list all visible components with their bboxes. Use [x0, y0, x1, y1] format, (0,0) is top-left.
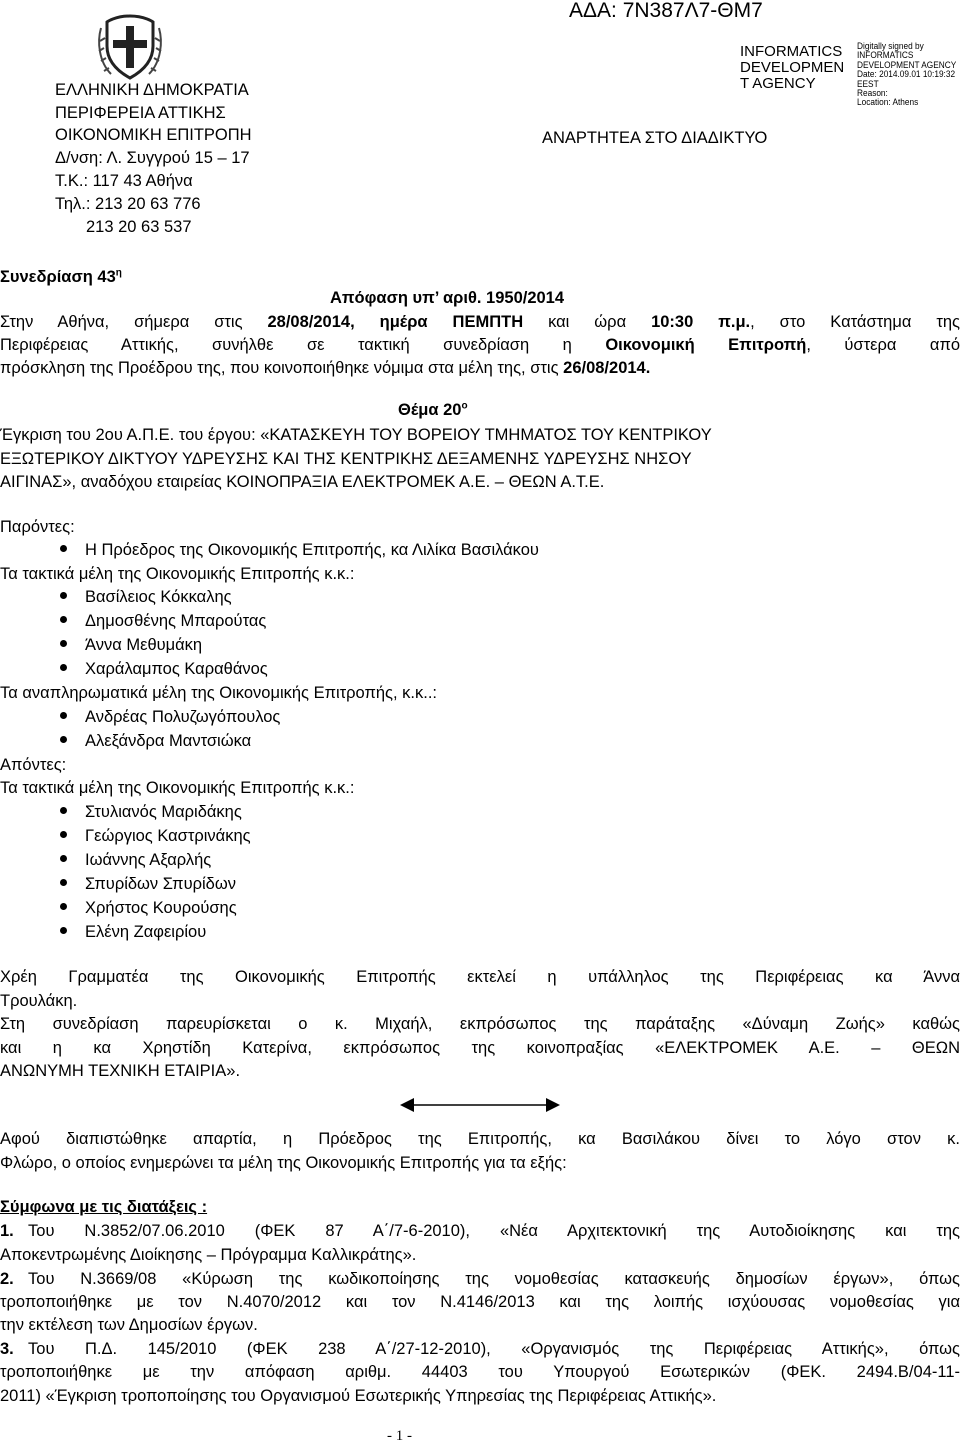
- org-line-7: 213 20 63 537: [86, 218, 192, 236]
- bullet-icon: [60, 592, 67, 599]
- bullet-icon: [60, 807, 67, 814]
- intro-text: Περιφέρειας Αττικής, συνήλθε σε τακτική συνεδρίαση η: [0, 336, 606, 354]
- bullet-icon: [60, 927, 67, 934]
- signature-org: [740, 44, 844, 92]
- regular-label: Τα τακτικά μέλη της Οικονομικής Επιτροπής κ.κ.:: [0, 565, 355, 583]
- list-item: [60, 824, 251, 848]
- session-sup: η: [115, 267, 122, 279]
- quorum-line-2: Φλώρο, ο οποίος ενημερώνει τα μέλη της Οικονομικής Επιτροπής για τα εξής:: [0, 1154, 567, 1172]
- signature-detail-line-1: Digitally signed by: [857, 41, 924, 51]
- provision-line: Αποκεντρωμένης Διοίκησης – Πρόγραμμα Καλλικράτης».: [0, 1246, 417, 1264]
- signature-detail-line-3: DEVELOPMENT AGENCY: [857, 59, 957, 70]
- bullet-icon: [60, 855, 67, 862]
- provision-number: 2.: [0, 1270, 14, 1288]
- member-name: Αλεξάνδρα Μαντσιώκα: [85, 732, 252, 750]
- list-item: [60, 896, 237, 920]
- meeting-date: 28/08/2014, ημέρα ΠΕΜΠΤΗ: [267, 313, 524, 331]
- secretary-line-3: Στη συνεδρίαση παρευρίσκεται ο κ. Μιχαήλ, εκπρόσωπος της παράταξης «Δύναμη Ζωής» καθώς: [0, 1015, 960, 1033]
- provision-number: 3.: [0, 1340, 14, 1358]
- intro-text: και ώρα: [523, 313, 652, 331]
- org-line-2: ΠΕΡΙΦΕΡΕΙΑ ΑΤΤΙΚΗΣ: [55, 104, 226, 122]
- provision-line: τροποποιήθηκε με την απόφαση αριθμ. 44403 του Υπουργού Εσωτερικών (ΦΕΚ. 2494.Β/04-11-: [0, 1363, 960, 1381]
- provision-line: Του Ν.3669/08 «Κύρωση της κωδικοποίησης της νομοθεσίας κατασκευής δημοσίων έργων», όπως: [28, 1270, 960, 1288]
- bullet-icon: [60, 616, 67, 623]
- list-item: [60, 705, 280, 729]
- subject-line-2: ΕΞΩΤΕΡΙΚΟΥ ΔΙΚΤΥΟΥ ΥΔΡΕΥΣΗΣ ΚΑΙ ΤΗΣ ΚΕΝΤΡΙΚΗΣ ΔΕΞΑΜΕΝΗΣ ΥΔΡΕΥΣΗΣ ΝΗΣΟΥ: [0, 450, 692, 468]
- meeting-time: 10:30 π.μ.: [651, 313, 751, 331]
- provisions-heading: Σύμφωνα με τις διατάξεις :: [0, 1198, 208, 1216]
- bullet-icon: [60, 640, 67, 647]
- signature-org-line-2: DEVELOPMEN: [740, 59, 845, 76]
- provision-line: 2011) «Έγκριση τροποποίησης του Οργανισμού Εσωτερικής Υπηρεσίας της Περιφέρειας Αττικής».: [0, 1387, 717, 1405]
- decision-title: Απόφαση υπ’ αριθ. 1950/2014: [330, 289, 565, 307]
- intro-text: Στην Αθήνα, σήμερα στις: [0, 313, 268, 331]
- member-name: Ελένη Ζαφειρίου: [85, 923, 207, 941]
- org-line-1: ΕΛΛΗΝΙΚΗ ΔΗΜΟΚΡΑΤΙΑ: [55, 81, 249, 99]
- present-label: Παρόντες:: [0, 518, 75, 536]
- list-item: [60, 729, 251, 753]
- bullet-icon: [60, 879, 67, 886]
- member-name: Άννα Μεθυμάκη: [85, 636, 203, 654]
- member-name: Βασίλειος Κόκκαλης: [85, 588, 232, 606]
- org-line-3: ΟΙΚΟΝΟΜΙΚΗ ΕΠΙΤΡΟΠΗ: [55, 126, 252, 144]
- bullet-icon: [60, 712, 67, 719]
- member-name: Χαράλαμπος Καραθάνος: [85, 660, 268, 678]
- member-name: Σπυρίδων Σπυρίδων: [85, 875, 236, 893]
- subject-line-1: Έγκριση του 2ου Α.Π.Ε. του έργου: «ΚΑΤΑΣΚΕΥΗ ΤΟΥ ΒΟΡΕΙΟΥ ΤΜΗΜΑΤΟΣ ΤΟΥ ΚΕΝΤΡΙΚΟΥ: [0, 426, 712, 444]
- org-line-6: Τηλ.: 213 20 63 776: [55, 195, 201, 213]
- subject-line-3: ΑΙΓΙΝΑΣ», αναδόχου εταιρείας ΚΟΙΝΟΠΡΑΞΙΑ ΕΛΕΚΤΡΟΜΕΚ Α.Ε. – ΘΕΩΝ Α.Τ.Ε.: [0, 473, 605, 491]
- signature-org-line-1: INFORMATICS: [740, 43, 843, 60]
- intro-line-2: [0, 333, 960, 357]
- intro-text: πρόσκληση της Προέδρου της, που κοινοποιήθηκε νόμιμα στα μέλη της, στις: [0, 359, 564, 377]
- member-name: Δημοσθένης Μπαρούτας: [85, 612, 267, 630]
- bullet-icon: [60, 736, 67, 743]
- bullet-icon: [60, 545, 67, 552]
- signature-detail-line-6: Reason:: [857, 88, 888, 99]
- secretary-line-1: Χρέη Γραμματέα της Οικονομικής Επιτροπής εκτελεί η υπάλληλος της Περιφέρειας κα Άννα: [0, 968, 960, 986]
- double-arrow-divider: [400, 1097, 560, 1113]
- subject-label: [398, 398, 468, 422]
- provision-line: τροποποιήθηκε με τον Ν.4070/2012 και τον Ν.4146/2013 και της λοιπής ισχύουσας νομοθεσίας για: [0, 1293, 960, 1311]
- committee-name: Οικονομική Επιτροπή: [605, 336, 807, 354]
- bullet-icon: [60, 831, 67, 838]
- org-line-5: Τ.Κ.: 117 43 Αθήνα: [55, 172, 193, 190]
- list-item: [60, 657, 268, 681]
- invitation-date: 26/08/2014.: [563, 359, 651, 377]
- bullet-icon: [60, 903, 67, 910]
- signature-details: [857, 42, 956, 108]
- member-name: Ιωάννης Αξαρλής: [85, 851, 212, 869]
- signature-detail-line-5: EEST: [857, 78, 879, 89]
- member-name: Ανδρέας Πολυζωγόπουλος: [85, 708, 281, 726]
- posted-label: ΑΝΑΡΤΗΤΕΑ ΣΤΟ ΔΙΑΔΙΚΤΥΟ: [542, 129, 768, 147]
- member-name: Γεώργιος Καστρινάκης: [85, 827, 251, 845]
- signature-detail-line-4: Date: 2014.09.01 10:19:32: [857, 69, 956, 80]
- provision-number: 1.: [0, 1222, 14, 1240]
- greek-coat-of-arms-icon: [95, 12, 165, 84]
- list-item: [60, 538, 539, 562]
- absent-regular-label: Τα τακτικά μέλη της Οικονομικής Επιτροπής κ.κ.:: [0, 779, 355, 797]
- intro-text: , ύστερα από: [806, 336, 960, 354]
- intro-line-1: [0, 310, 960, 334]
- list-item: [60, 872, 236, 896]
- list-item: [60, 609, 266, 633]
- session-text: Συνεδρίαση 43: [0, 268, 116, 286]
- member-name: Στυλιανός Μαριδάκης: [85, 803, 242, 821]
- bullet-icon: [60, 664, 67, 671]
- list-item: [60, 585, 232, 609]
- secretary-line-5: ΑΝΩΝΥΜΗ ΤΕΧΝΙΚΗ ΕΤΑΙΡΙΑ».: [0, 1062, 241, 1080]
- signature-detail-line-2: INFORMATICS: [857, 50, 914, 61]
- provision-line: την εκτέλεση των Δημοσίων έργων.: [0, 1316, 258, 1334]
- list-item: [60, 800, 242, 824]
- member-name: Χρήστος Κουρούσης: [85, 899, 237, 917]
- subject-text: Θέμα 20: [398, 401, 462, 419]
- list-item: [60, 920, 206, 944]
- alternate-label: Τα αναπληρωματικά μέλη της Οικονομικής Επιτροπής, κ.κ..:: [0, 684, 438, 702]
- signature-detail-line-7: Location: Athens: [857, 97, 919, 108]
- secretary-line-2: Τρουλάκη.: [0, 992, 78, 1010]
- secretary-line-4: και η κα Χρηστίδη Κατερίνα, εκπρόσωπος της κοινοπραξίας «ΕΛΕΚΤΡΟΜΕΚ Α.Ε. – ΘΕΩΝ: [0, 1039, 960, 1057]
- chair-name: Η Πρόεδρος της Οικονομικής Επιτροπής, κα Λιλίκα Βασιλάκου: [85, 541, 539, 559]
- org-line-4: Δ/νση: Λ. Συγγρού 15 – 17: [55, 149, 250, 167]
- provision-line: Του Ν.3852/07.06.2010 (ΦΕΚ 87 Α΄/7-6-2010), «Νέα Αρχιτεκτονική της Αυτοδιοίκησης και της: [28, 1222, 960, 1240]
- intro-text: , στο Κατάστημα της: [750, 313, 960, 331]
- session-label: [0, 265, 122, 289]
- quorum-line-1: Αφού διαπιστώθηκε απαρτία, η Πρόεδρος της Επιτροπής, κα Βασιλάκου δίνει το λόγο στον κ.: [0, 1130, 960, 1148]
- list-item: [60, 848, 211, 872]
- subject-sup: ο: [461, 400, 468, 412]
- ada-code: ΑΔΑ: 7Ν387Λ7-ΘΜ7: [569, 0, 763, 22]
- signature-org-line-3: T AGENCY: [740, 75, 816, 92]
- intro-line-3: [0, 356, 650, 380]
- page-number: - 1 -: [387, 1428, 412, 1444]
- list-item: [60, 633, 202, 657]
- provision-line: Του Π.Δ. 145/2010 (ΦΕΚ 238 Α΄/27-12-2010), «Οργανισμός της Περιφέρειας Αττικής», όπως: [28, 1340, 960, 1358]
- absent-label: Απόντες:: [0, 756, 67, 774]
